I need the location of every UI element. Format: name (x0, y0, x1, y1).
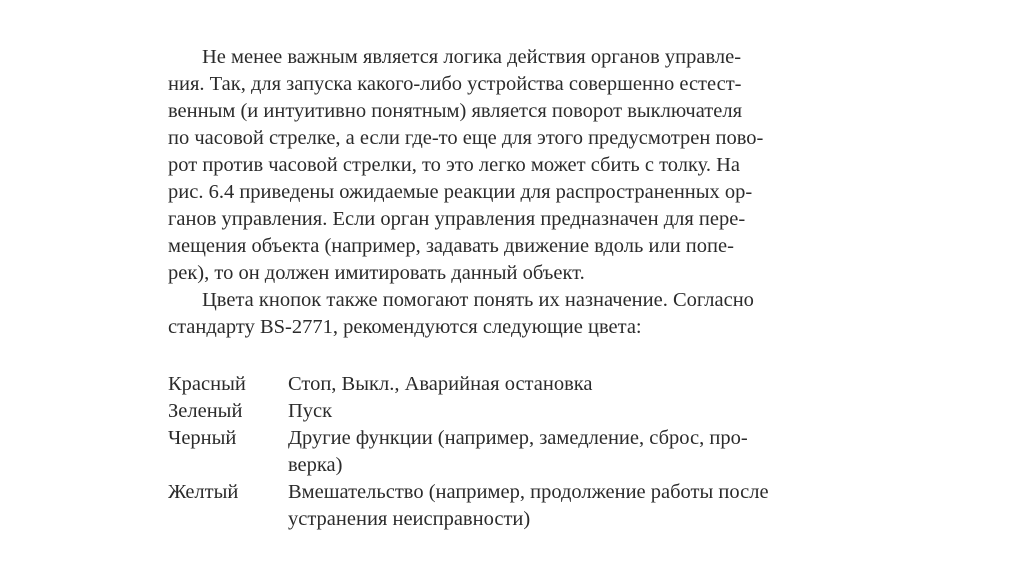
color-description-line: устранения неисправности) (288, 508, 531, 530)
color-description-line: Стоп, Выкл., Аварийная остановка (288, 373, 593, 395)
paragraph-line: Цвета кнопок также помогают понять их назначение. Согласно (202, 289, 754, 311)
text-block (168, 44, 858, 533)
color-list (168, 371, 858, 533)
color-entry-yellow (168, 479, 858, 533)
color-name: Желтый (168, 481, 239, 503)
color-description (288, 479, 858, 533)
paragraph-line: рот против часовой стрелки, то это легко может сбить с толку. На (168, 154, 741, 176)
paragraph-logic (168, 44, 858, 287)
paragraph-line: венным (и интуитивно понятным) является поворот выключателя (168, 100, 742, 122)
paragraph-line: ганов управления. Если орган управления предназначен для пере- (168, 208, 746, 230)
color-description-line: Вмешательство (например, продолжение работы после (288, 481, 769, 503)
paragraph-line: ния. Так, для запуска какого-либо устройства совершенно естест- (168, 73, 742, 95)
color-entry-red (168, 371, 858, 398)
color-description (288, 371, 858, 398)
color-entry-green (168, 398, 858, 425)
paragraph-line: рис. 6.4 приведены ожидаемые реакции для распространенных ор- (168, 181, 753, 203)
color-description-line: верка) (288, 454, 343, 476)
color-description (288, 425, 858, 479)
paragraph-line: рек), то он должен имитировать данный объект. (168, 262, 585, 284)
paragraph-line: мещения объекта (например, задавать движение вдоль или попе- (168, 235, 734, 257)
spacer (168, 341, 858, 371)
color-description-line: Другие функции (например, замедление, сброс, про- (288, 427, 748, 449)
paragraph-line: Не менее важным является логика действия органов управле- (202, 46, 742, 68)
color-name: Зеленый (168, 400, 243, 422)
paragraph-line: по часовой стрелке, а если где-то еще для этого предусмотрен пово- (168, 127, 764, 149)
color-description (288, 398, 858, 425)
paragraph-line: стандарту BS-2771, рекомендуются следующие цвета: (168, 316, 642, 338)
color-name: Красный (168, 373, 246, 395)
color-description-line: Пуск (288, 400, 333, 422)
paragraph-button-colors (168, 287, 858, 341)
color-entry-black (168, 425, 858, 479)
color-name: Черный (168, 427, 237, 449)
